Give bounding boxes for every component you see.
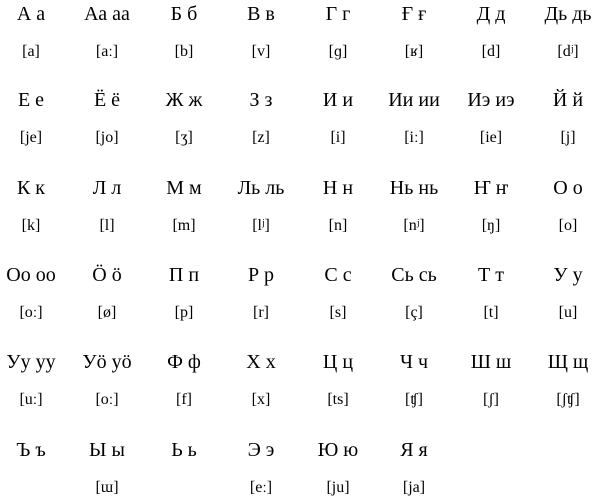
ipa-transcription: [l] — [99, 217, 115, 234]
letter-pair: Аа аа — [84, 3, 130, 25]
ipa-transcription: [ʒ] — [175, 129, 193, 146]
ipa-transcription: [x] — [251, 391, 271, 408]
letter-pair: Э э — [247, 439, 275, 461]
ipa-transcription: [nʲ] — [403, 217, 425, 234]
letter-pair: Оо оо — [6, 264, 56, 286]
letter-pair: Е е — [17, 89, 45, 111]
ipa-transcription: [n] — [328, 217, 348, 234]
letter-pair: Й й — [552, 89, 584, 111]
letter-pair: Ш ш — [470, 351, 512, 373]
ipa-transcription: [ø] — [97, 304, 117, 321]
ipa-transcription: [j] — [560, 129, 576, 146]
letter-pair: Л л — [92, 177, 122, 199]
letter-pair: Уӧ уӧ — [82, 351, 132, 373]
ipa-transcription: [eː] — [249, 479, 273, 496]
ipa-transcription: [ɡ] — [328, 43, 348, 60]
ipa-transcription: [k] — [21, 217, 41, 234]
ipa-transcription: [a] — [22, 43, 40, 60]
letter-pair: О о — [553, 177, 583, 199]
letter-pair: Нь нь — [389, 177, 439, 199]
ipa-transcription: [ŋ] — [481, 217, 501, 234]
letter-pair: Я я — [400, 439, 428, 461]
ipa-transcription: [ts] — [327, 391, 349, 408]
ipa-transcription: [s] — [329, 304, 347, 321]
ipa-transcription: [ja] — [402, 479, 426, 496]
letter-pair: Ҥ ҥ — [473, 177, 509, 199]
letter-pair: Ъ ъ — [16, 439, 46, 461]
ipa-transcription — [0, 478, 69, 498]
ipa-transcription: [ç] — [405, 304, 423, 321]
letter-pair: Ц ц — [322, 351, 354, 373]
letter-pair: Ю ю — [317, 439, 359, 461]
ipa-transcription: [b] — [174, 43, 194, 60]
letter-pair: Щ щ — [547, 351, 589, 373]
ipa-transcription: [o] — [558, 217, 578, 234]
ipa-transcription: [f] — [176, 391, 192, 408]
letter-pair: Ё ё — [93, 89, 121, 111]
letter-pair: У у — [553, 264, 583, 286]
ipa-transcription: [iː] — [404, 129, 424, 146]
letter-pair: Н н — [322, 177, 354, 199]
letter-pair: Ф ф — [167, 351, 201, 373]
ipa-transcription: [u] — [558, 304, 578, 321]
ipa-transcription: [ʃ] — [483, 391, 499, 408]
letter-pair: Х х — [246, 351, 276, 373]
ipa-transcription: [d] — [481, 43, 501, 60]
ipa-transcription: [oː] — [95, 391, 119, 408]
letter-pair: В в — [247, 3, 275, 25]
ipa-transcription: [v] — [251, 43, 271, 60]
letter-pair: М м — [166, 177, 202, 199]
letter-pair: Ь ь — [171, 439, 197, 461]
letter-pair: З з — [249, 89, 273, 111]
letter-pair: Ғ ғ — [401, 3, 427, 25]
letter-pair: И и — [322, 89, 354, 111]
letter-pair: Дь дь — [544, 3, 592, 25]
letter-pair: С с — [324, 264, 352, 286]
letter-pair: Р р — [247, 264, 275, 286]
ipa-transcription: [aː] — [95, 43, 119, 60]
ipa-transcription: [i] — [330, 129, 346, 146]
ipa-transcription: [dʲ] — [557, 43, 579, 60]
ipa-transcription: [oː] — [19, 304, 43, 321]
ipa-transcription: [p] — [174, 304, 194, 321]
ipa-transcription: [ie] — [479, 129, 503, 146]
letter-pair: Ль ль — [237, 177, 285, 199]
letter-pair: Уу уу — [6, 351, 56, 373]
ipa-transcription: [ʃʧ] — [556, 391, 580, 408]
letter-pair: Д д — [476, 3, 506, 25]
ipa-transcription: [t] — [483, 304, 499, 321]
letter-pair: Иэ иэ — [467, 89, 515, 111]
letter-pair: Сь сь — [391, 264, 437, 286]
letter-pair: Ч ч — [399, 351, 429, 373]
letter-pair: Ж ж — [165, 89, 203, 111]
letter-pair: А а — [16, 3, 46, 25]
ipa-transcription: [ju] — [326, 479, 350, 496]
ipa-transcription: [r] — [253, 304, 269, 321]
ipa-transcription — [146, 478, 222, 498]
ipa-transcription: [z] — [252, 129, 270, 146]
ipa-transcription: [lʲ] — [252, 217, 270, 234]
ipa-transcription: [m] — [172, 217, 196, 234]
letter-pair: Т т — [478, 264, 504, 286]
ipa-transcription: [jo] — [95, 129, 119, 146]
letter-pair: Ӧ ӧ — [92, 264, 122, 286]
letter-pair: Ы ы — [89, 439, 125, 461]
letter-pair: Г г — [325, 3, 351, 25]
letter-pair: Б б — [170, 3, 198, 25]
letter-pair: К к — [16, 177, 46, 199]
ipa-transcription: [ʧ] — [404, 391, 423, 408]
letter-pair: П п — [168, 264, 200, 286]
letter-pair: Ии ии — [388, 89, 440, 111]
ipa-transcription: [je] — [19, 129, 43, 146]
ipa-transcription: [ɯ] — [95, 479, 119, 496]
ipa-transcription: [ʁ] — [404, 43, 424, 60]
ipa-transcription: [uː] — [19, 391, 43, 408]
